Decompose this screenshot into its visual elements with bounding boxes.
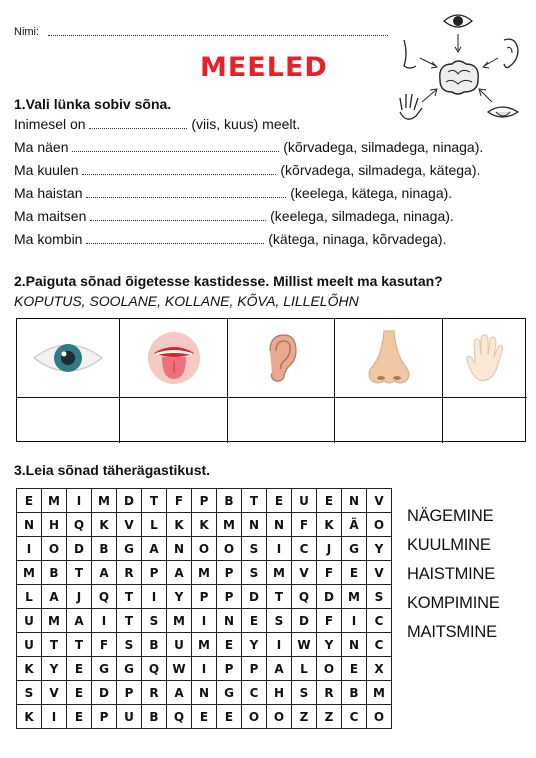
sentence-6: Ma kombin (kätega, ninaga, kõrvadega). bbox=[14, 231, 447, 247]
page-title: MEELED bbox=[200, 52, 328, 83]
grid-cell[interactable]: S bbox=[142, 609, 167, 633]
grid-cell[interactable]: E bbox=[67, 705, 92, 729]
grid-cell[interactable]: U bbox=[292, 489, 317, 513]
eye-cell bbox=[17, 319, 120, 398]
grid-cell[interactable]: A bbox=[267, 657, 292, 681]
grid-cell[interactable]: M bbox=[192, 633, 217, 657]
grid-cell[interactable]: N bbox=[17, 513, 42, 537]
grid-cell[interactable]: K bbox=[92, 513, 117, 537]
grid-cell[interactable]: E bbox=[242, 609, 267, 633]
section3-heading: 3.Leia sõnad täherägastikust. bbox=[14, 462, 211, 478]
grid-cell[interactable]: Q bbox=[292, 585, 317, 609]
grid-cell[interactable]: S bbox=[267, 609, 292, 633]
blank-6[interactable] bbox=[86, 232, 264, 244]
grid-cell[interactable]: F bbox=[167, 489, 192, 513]
tongue-answer-box[interactable] bbox=[120, 398, 228, 443]
hand-icon bbox=[465, 333, 505, 383]
word-search-grid bbox=[16, 488, 392, 729]
grid-cell[interactable]: C bbox=[342, 705, 367, 729]
section1-heading: 1.Vali lünka sobiv sõna. bbox=[14, 96, 172, 112]
blank-5[interactable] bbox=[90, 209, 266, 221]
diagram-ear-icon bbox=[483, 39, 518, 68]
grid-cell[interactable]: T bbox=[117, 585, 142, 609]
grid-cell[interactable]: P bbox=[217, 561, 242, 585]
grid-cell[interactable]: Ä bbox=[342, 513, 367, 537]
grid-cell[interactable]: A bbox=[42, 585, 67, 609]
diagram-hand-icon bbox=[400, 89, 437, 119]
grid-cell[interactable]: S bbox=[292, 681, 317, 705]
grid-cell[interactable]: M bbox=[367, 681, 392, 705]
grid-cell[interactable]: K bbox=[317, 513, 342, 537]
grid-cell[interactable]: M bbox=[217, 513, 242, 537]
diagram-mouth-icon bbox=[479, 89, 518, 117]
grid-cell[interactable]: Q bbox=[167, 705, 192, 729]
word-list bbox=[407, 502, 532, 647]
word-list-item: MAITSMINE bbox=[407, 623, 497, 641]
grid-cell[interactable]: I bbox=[342, 609, 367, 633]
grid-cell[interactable]: K bbox=[192, 513, 217, 537]
grid-cell[interactable]: N bbox=[242, 513, 267, 537]
grid-cell[interactable]: O bbox=[367, 705, 392, 729]
grid-cell[interactable]: B bbox=[342, 681, 367, 705]
grid-cell[interactable]: G bbox=[342, 537, 367, 561]
grid-cell[interactable]: D bbox=[242, 585, 267, 609]
grid-cell[interactable]: G bbox=[217, 681, 242, 705]
grid-cell[interactable]: Z bbox=[292, 705, 317, 729]
grid-cell[interactable]: V bbox=[42, 681, 67, 705]
grid-cell[interactable]: P bbox=[142, 561, 167, 585]
grid-cell[interactable]: M bbox=[42, 489, 67, 513]
sentence-4: Ma haistan (keelega, kätega, ninaga). bbox=[14, 185, 453, 201]
grid-cell[interactable]: T bbox=[42, 633, 67, 657]
grid-cell[interactable]: V bbox=[292, 561, 317, 585]
grid-cell[interactable]: P bbox=[217, 657, 242, 681]
word-list-item: KUULMINE bbox=[407, 536, 491, 554]
grid-cell[interactable]: U bbox=[117, 705, 142, 729]
grid-cell[interactable]: O bbox=[367, 513, 392, 537]
grid-cell[interactable]: N bbox=[342, 489, 367, 513]
grid-cell[interactable]: L bbox=[142, 513, 167, 537]
grid-cell[interactable]: U bbox=[17, 609, 42, 633]
grid-cell[interactable]: O bbox=[317, 657, 342, 681]
grid-cell[interactable]: I bbox=[192, 609, 217, 633]
word-list-item: KOMPIMINE bbox=[407, 594, 500, 612]
grid-cell[interactable]: I bbox=[17, 537, 42, 561]
grid-cell[interactable]: R bbox=[142, 681, 167, 705]
grid-cell[interactable]: N bbox=[192, 681, 217, 705]
grid-cell[interactable]: T bbox=[142, 489, 167, 513]
grid-cell[interactable]: E bbox=[17, 489, 42, 513]
hand-cell bbox=[443, 319, 527, 398]
grid-cell[interactable]: M bbox=[17, 561, 42, 585]
grid-cell[interactable]: S bbox=[242, 561, 267, 585]
grid-cell[interactable]: Q bbox=[67, 513, 92, 537]
grid-cell[interactable]: P bbox=[217, 585, 242, 609]
grid-cell[interactable]: X bbox=[367, 657, 392, 681]
grid-cell[interactable]: R bbox=[117, 561, 142, 585]
grid-cell[interactable]: M bbox=[92, 489, 117, 513]
grid-cell[interactable]: S bbox=[242, 537, 267, 561]
grid-cell[interactable]: U bbox=[17, 633, 42, 657]
word-list-item: NÄGEMINE bbox=[407, 507, 494, 525]
grid-cell[interactable]: U bbox=[167, 633, 192, 657]
blank-1[interactable] bbox=[89, 117, 187, 129]
grid-cell[interactable]: L bbox=[292, 657, 317, 681]
nose-answer-box[interactable] bbox=[335, 398, 443, 443]
grid-cell[interactable]: Q bbox=[142, 657, 167, 681]
grid-cell[interactable]: D bbox=[292, 609, 317, 633]
grid-cell[interactable]: P bbox=[192, 585, 217, 609]
grid-cell[interactable]: V bbox=[367, 561, 392, 585]
ear-icon bbox=[264, 333, 298, 383]
grid-cell[interactable]: N bbox=[342, 633, 367, 657]
grid-cell[interactable]: I bbox=[267, 537, 292, 561]
grid-cell[interactable]: D bbox=[117, 489, 142, 513]
grid-cell[interactable]: I bbox=[142, 585, 167, 609]
diagram-nose-icon bbox=[404, 40, 437, 68]
grid-cell[interactable]: G bbox=[92, 657, 117, 681]
grid-cell[interactable]: O bbox=[242, 705, 267, 729]
grid-cell[interactable]: E bbox=[67, 657, 92, 681]
grid-cell[interactable]: K bbox=[167, 513, 192, 537]
tongue-cell bbox=[120, 319, 228, 398]
grid-cell[interactable]: W bbox=[292, 633, 317, 657]
grid-cell[interactable]: D bbox=[67, 537, 92, 561]
grid-cell[interactable]: M bbox=[42, 609, 67, 633]
grid-cell[interactable]: A bbox=[142, 537, 167, 561]
nose-cell bbox=[335, 319, 443, 398]
grid-cell[interactable]: I bbox=[67, 489, 92, 513]
name-input-line[interactable] bbox=[48, 35, 388, 36]
sentence-5: Ma maitsen (keelega, silmadega, ninaga). bbox=[14, 208, 454, 224]
grid-cell[interactable]: N bbox=[167, 537, 192, 561]
grid-cell[interactable]: Y bbox=[317, 633, 342, 657]
grid-cell[interactable]: A bbox=[167, 681, 192, 705]
grid-cell[interactable]: Q bbox=[92, 585, 117, 609]
grid-cell[interactable]: S bbox=[117, 633, 142, 657]
grid-cell[interactable]: N bbox=[267, 513, 292, 537]
blank-3[interactable] bbox=[82, 163, 276, 175]
grid-cell[interactable]: I bbox=[92, 609, 117, 633]
grid-cell[interactable]: B bbox=[217, 489, 242, 513]
grid-cell[interactable]: F bbox=[92, 633, 117, 657]
grid-cell[interactable]: M bbox=[267, 561, 292, 585]
grid-cell[interactable]: Y bbox=[167, 585, 192, 609]
word-bank: KOPUTUS, SOOLANE, KOLLANE, KÕVA, LILLELÕHN bbox=[14, 293, 359, 309]
grid-cell[interactable]: T bbox=[267, 585, 292, 609]
grid-cell[interactable]: T bbox=[242, 489, 267, 513]
grid-cell[interactable]: M bbox=[342, 585, 367, 609]
grid-cell[interactable]: B bbox=[142, 705, 167, 729]
grid-cell[interactable]: V bbox=[367, 489, 392, 513]
diagram-eye-icon bbox=[444, 15, 472, 52]
hand-answer-box[interactable] bbox=[443, 398, 527, 443]
grid-cell[interactable]: C bbox=[367, 633, 392, 657]
eye-answer-box[interactable] bbox=[17, 398, 120, 443]
grid-cell[interactable]: M bbox=[167, 609, 192, 633]
grid-cell[interactable]: Y bbox=[42, 657, 67, 681]
grid-cell[interactable]: T bbox=[67, 561, 92, 585]
grid-cell[interactable]: H bbox=[42, 513, 67, 537]
word-list-item: HAISTMINE bbox=[407, 565, 496, 583]
grid-cell[interactable]: F bbox=[292, 513, 317, 537]
grid-cell[interactable]: E bbox=[342, 561, 367, 585]
grid-cell[interactable]: D bbox=[92, 681, 117, 705]
sentence-1: Inimesel on (viis, kuus) meelt. bbox=[14, 116, 301, 132]
grid-cell[interactable]: T bbox=[117, 609, 142, 633]
senses-diagram bbox=[392, 6, 528, 128]
grid-cell[interactable]: O bbox=[217, 537, 242, 561]
grid-cell[interactable]: N bbox=[217, 609, 242, 633]
grid-cell[interactable]: E bbox=[342, 657, 367, 681]
grid-cell[interactable]: C bbox=[292, 537, 317, 561]
eye-icon bbox=[32, 338, 104, 378]
grid-cell[interactable]: L bbox=[17, 585, 42, 609]
nose-icon bbox=[366, 329, 412, 387]
tongue-icon bbox=[146, 331, 202, 385]
grid-cell[interactable]: A bbox=[167, 561, 192, 585]
grid-cell[interactable]: G bbox=[117, 657, 142, 681]
sentence-3: Ma kuulen (kõrvadega, silmadega, kätega). bbox=[14, 162, 481, 178]
diagram-brain-icon bbox=[440, 61, 479, 94]
grid-cell[interactable]: O bbox=[42, 537, 67, 561]
grid-cell[interactable]: P bbox=[92, 705, 117, 729]
grid-cell[interactable]: E bbox=[217, 705, 242, 729]
grid-cell[interactable]: O bbox=[192, 537, 217, 561]
blank-4[interactable] bbox=[86, 186, 286, 198]
grid-cell[interactable]: S bbox=[367, 585, 392, 609]
grid-cell[interactable]: P bbox=[117, 681, 142, 705]
sense-boxes-table bbox=[16, 318, 526, 442]
grid-cell[interactable]: S bbox=[17, 681, 42, 705]
grid-cell[interactable]: D bbox=[317, 585, 342, 609]
grid-cell[interactable]: E bbox=[67, 681, 92, 705]
grid-cell[interactable]: T bbox=[67, 633, 92, 657]
name-label: Nimi: bbox=[14, 26, 40, 38]
grid-cell[interactable]: B bbox=[92, 537, 117, 561]
grid-cell[interactable]: A bbox=[67, 609, 92, 633]
grid-cell[interactable]: K bbox=[17, 705, 42, 729]
grid-cell[interactable]: Z bbox=[317, 705, 342, 729]
grid-cell[interactable]: F bbox=[317, 561, 342, 585]
grid-cell[interactable]: K bbox=[17, 657, 42, 681]
grid-cell[interactable]: J bbox=[67, 585, 92, 609]
blank-2[interactable] bbox=[72, 140, 279, 152]
grid-cell[interactable]: H bbox=[267, 681, 292, 705]
section2-heading: 2.Paiguta sõnad õigetesse kastidesse. Millist meelt ma kasutan? bbox=[14, 273, 443, 289]
sentence-2: Ma näen (kõrvadega, silmadega, ninaga). bbox=[14, 139, 484, 155]
ear-cell bbox=[228, 319, 335, 398]
grid-cell[interactable]: E bbox=[217, 633, 242, 657]
grid-cell[interactable]: I bbox=[267, 633, 292, 657]
grid-cell[interactable]: B bbox=[42, 561, 67, 585]
grid-cell[interactable]: Y bbox=[242, 633, 267, 657]
grid-cell[interactable]: B bbox=[142, 633, 167, 657]
ear-answer-box[interactable] bbox=[228, 398, 335, 443]
grid-cell[interactable]: A bbox=[92, 561, 117, 585]
grid-cell[interactable]: E bbox=[317, 489, 342, 513]
grid-cell[interactable]: I bbox=[42, 705, 67, 729]
grid-cell[interactable]: Y bbox=[367, 537, 392, 561]
grid-cell[interactable]: E bbox=[267, 489, 292, 513]
grid-cell[interactable]: C bbox=[367, 609, 392, 633]
grid-cell[interactable]: G bbox=[117, 537, 142, 561]
grid-cell[interactable]: P bbox=[242, 657, 267, 681]
grid-cell[interactable]: E bbox=[192, 705, 217, 729]
grid-cell[interactable]: V bbox=[117, 513, 142, 537]
grid-cell[interactable]: M bbox=[192, 561, 217, 585]
grid-cell[interactable]: W bbox=[167, 657, 192, 681]
grid-cell[interactable]: J bbox=[317, 537, 342, 561]
grid-cell[interactable]: C bbox=[242, 681, 267, 705]
grid-cell[interactable]: F bbox=[317, 609, 342, 633]
grid-cell[interactable]: I bbox=[192, 657, 217, 681]
grid-cell[interactable]: R bbox=[317, 681, 342, 705]
grid-cell[interactable]: P bbox=[192, 489, 217, 513]
grid-cell[interactable]: O bbox=[267, 705, 292, 729]
